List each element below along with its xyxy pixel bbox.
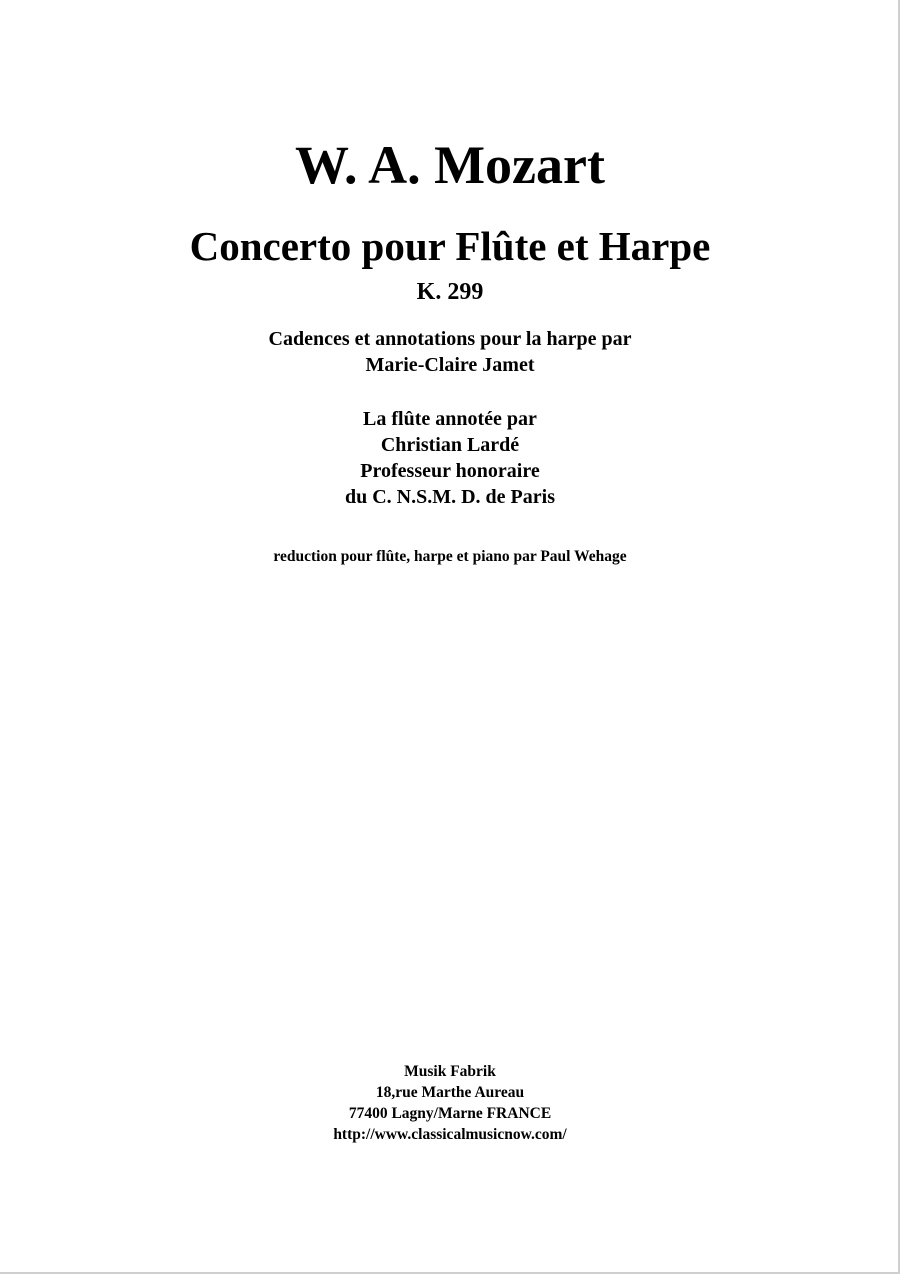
publisher-name: Musik Fabrik xyxy=(404,1063,496,1080)
flute-credit-institution: du C. N.S.M. D. de Paris xyxy=(344,486,555,508)
harp-credit-line: Cadences et annotations pour la harpe par xyxy=(268,328,632,350)
catalog-number: K. 299 xyxy=(416,279,484,305)
reduction-note: reduction pour flûte, harpe et piano par Paul Wehage xyxy=(273,548,627,565)
flute-credit-role: Professeur honoraire xyxy=(360,460,540,482)
publisher-street: 18,rue Marthe Aureau xyxy=(375,1084,525,1101)
flute-credit-line: La flûte annotée par xyxy=(363,408,537,430)
publisher-block xyxy=(0,1061,900,1145)
flute-credit xyxy=(0,406,900,510)
publisher-city: 77400 Lagny/Marne FRANCE xyxy=(348,1105,552,1122)
harp-credit-name: Marie-Claire Jamet xyxy=(365,354,535,376)
work-title: Concerto pour Flûte et Harpe xyxy=(189,223,711,269)
composer-name: W. A. Mozart xyxy=(295,135,605,195)
flute-credit-name: Christian Lardé xyxy=(380,434,520,456)
publisher-website: http://www.classicalmusicnow.com/ xyxy=(333,1126,567,1143)
harp-credit xyxy=(0,326,900,378)
